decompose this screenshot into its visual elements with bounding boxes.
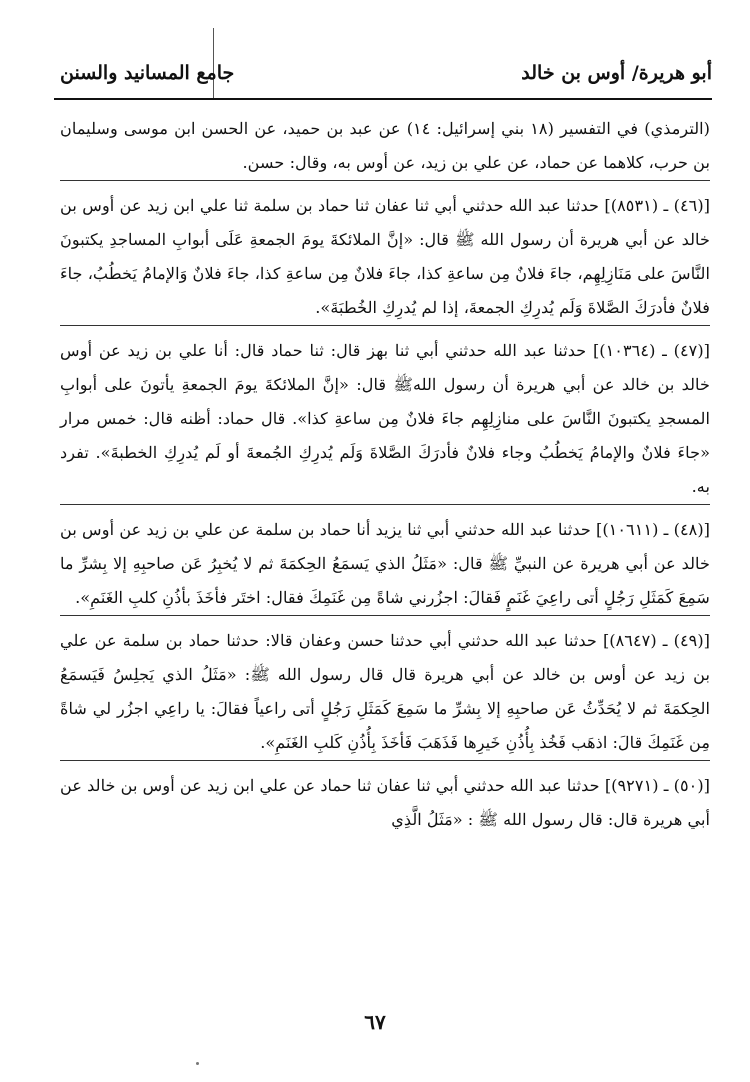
chapter-title: أبو هريرة/ أوس بن خالد <box>521 62 712 84</box>
hadith-entry-50: [(٥٠) ـ (٩٢٧١)] حدثنا عبد الله حدثني أبي ثنا عفان ثنا حماد عن علي ابن زيد عن أوس بن خالد عن أبي هريرة قال: قال رسول الله ﷺ : «مَثَلُ الَّذِي <box>60 760 710 837</box>
scan-speck <box>196 1062 199 1065</box>
hadith-entry-46: [(٤٦) ـ (٨٥٣١)] حدثنا عبد الله حدثني أبي ثنا عفان ثنا حماد بن سلمة ثنا علي ابن زيد عن أوس بن خالد عن أبي هريرة أن رسول الله ﷺ قال: «إنَّ الملائكةَ يومَ الجمعةِ عَلَى أبوابِ المساجدِ يكتبونَ النَّاسَ على مَنَازِلِهِم، جاءَ فلانٌ مِن ساعةِ كذا، جاءَ فلانٌ مِن ساعةِ كذا، جاءَ فلانٌ وَالإمامُ يَخطُبُ، جاءَ فلانٌ فأدرَكَ الصَّلاةَ وَلَم يُدرِكِ الجمعةَ، إذا لم يُدرِكِ الخُطبَةَ». <box>60 180 710 325</box>
running-header <box>54 58 712 100</box>
page-body <box>60 112 710 837</box>
page-number: ٦٧ <box>364 1010 386 1034</box>
book-title: جامع المسانيد والسنن <box>60 62 235 84</box>
hadith-entry-47: [(٤٧) ـ (١٠٣٦٤)] حدثنا عبد الله حدثني أبي ثنا بهز قال: ثنا حماد قال: أنا علي بن زيد عن أوس خالد بن خالد عن أبي هريرة أن رسول اللهﷺ قال: «إنَّ الملائكةَ يومَ الجمعةِ يأتونَ على أبوابِ المسجدِ يكتبونَ النَّاسَ على منازِلِهِم جاءَ فلانٌ مِن ساعةِ كذا». قال حماد: أظنه قال: خمس مرار «جاءَ فلانٌ والإمامُ يَخطُبُ وجاء فلانٌ فأدرَكَ الصَّلاةَ وَلَم يُدرِكِ الجُمعةَ أو لَم يُدرِكِ الخطبةَ». تفرد به. <box>60 325 710 504</box>
paragraph-tirmidhi-reference: (الترمذي) في التفسير (١٨ بني إسرائيل: ١٤) عن عبد بن حميد، عن الحسن ابن موسى وسليمان بن حرب، كلاهما عن حماد، عن علي بن زيد، عن أوس به، وقال: حسن. <box>60 119 710 172</box>
hadith-entry-49: [(٤٩) ـ (٨٦٤٧)] حدثنا عبد الله حدثني أبي حدثنا حسن وعفان قالا: حدثنا حماد بن سلمة عن علي بن زيد عن أوس بن خالد عن أبي هريرة قال قال رسول الله ﷺ: «مَثَلُ الذي يَجلِسُ فَيَسمَعُ الحِكمَةَ ثم لا يُحَدِّثُ عَن صاحبِهِ إلا بِشرِّ ما سَمِعَ كَمَثَلِ رَجُلٍ أتى راعياً فقالَ: يا راعِي اجزُر لي شاةً مِن غَنَمِكَ قالَ: اذهَب فَخُذ بِأُذُنِ خَيرِها فَذَهَبَ فَأخَذَ بِأُذُنِ كَلبِ الغَنَمِ». <box>60 615 710 760</box>
hadith-entry-48: [(٤٨) ـ (١٠٦١١)] حدثنا عبد الله حدثني أبي ثنا يزيد أنا حماد بن سلمة عن علي بن زيد عن أوس بن خالد عن أبي هريرة عن النبيِّ ﷺ قال: «مَثَلُ الذي يَسمَعُ الحِكمَةَ ثم لا يُخبِرُ عَن صاحبِهِ إلا بِشرِّ ما سَمِعَ كَمَثَلِ رَجُلٍ أتى راعِيَ غَنَمٍ فَقالَ: اجزُرني شاةً مِن غَنَمِكَ فقال: اختَر فأخَذَ بأذُنِ كلبِ الغَنَمِ». <box>60 504 710 615</box>
